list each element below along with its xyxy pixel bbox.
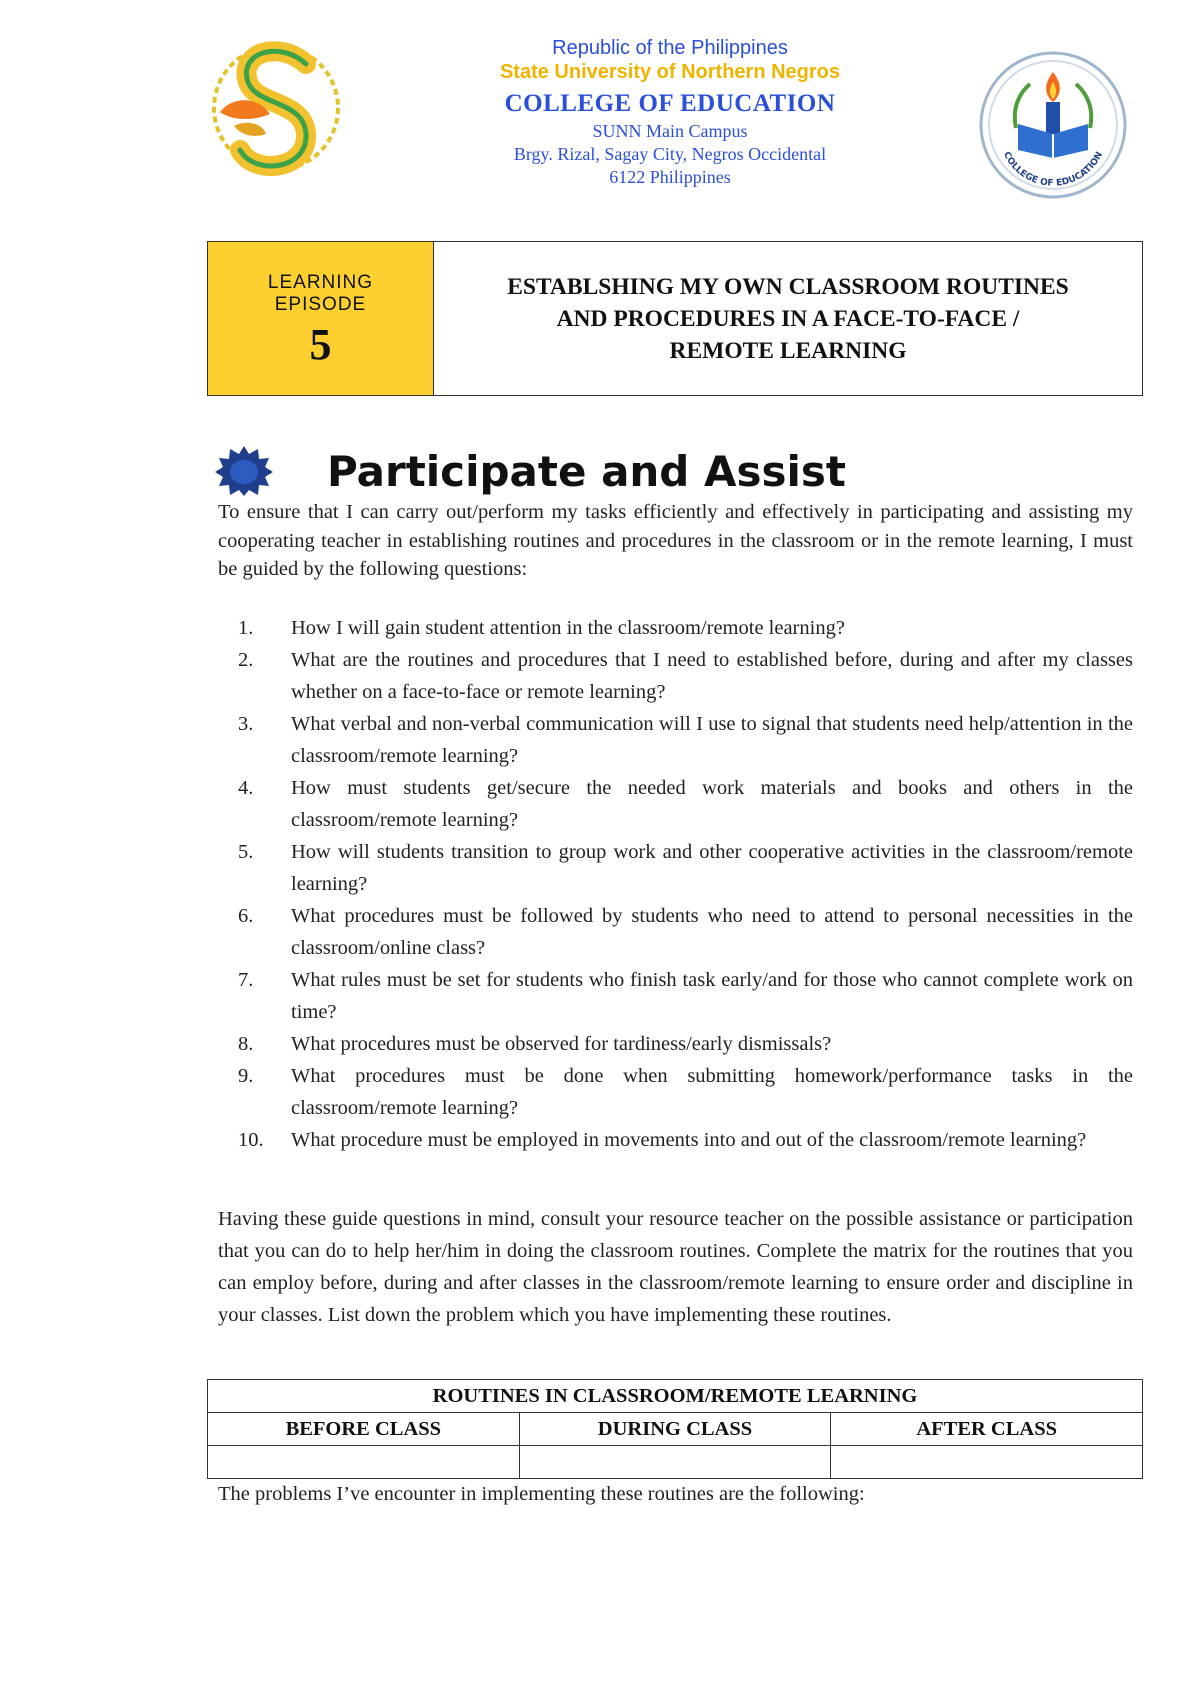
sunn-logo-icon [210,30,340,190]
question-number: 3. [238,713,254,735]
table-cell-during[interactable] [519,1446,831,1479]
list-item [218,1060,1133,1124]
question-number: 1. [238,617,254,639]
postal-line: 6122 Philippines [609,167,731,187]
list-item [218,612,1133,644]
seal-text: COLLEGE OF EDUCATION [1000,150,1106,189]
college-of-education-seal-icon [978,50,1128,200]
question-text: How will students transition to group work and other cooperative activities in the classroom/remote learning? [291,841,1133,895]
document-header [0,30,1200,200]
question-number: 10. [238,1129,264,1151]
table-row [208,1446,1143,1479]
question-number: 9. [238,1065,254,1087]
instruction-paragraph: Having these guide questions in mind, consult your resource teacher on the possible assistance or participation that you can do to help her/him in doing the classroom routines. Complete the matrix for the routines that you can employ before, during and after classes in the classroom/remote learning to ensure order and discipline in your classes. List down the problem which you have implementing these routines. [218,1208,1133,1326]
question-text: What procedures must be followed by students who need to attend to personal necessities in the classroom/online class? [291,905,1133,959]
question-number: 7. [238,969,254,991]
learning-episode-box [207,241,1143,396]
gear-badge-icon [215,444,273,496]
episode-title [507,271,1069,367]
list-item [218,1028,1133,1060]
column-header-before: BEFORE CLASS [208,1413,520,1446]
question-text: How I will gain student attention in the classroom/remote learning? [291,617,845,639]
question-number: 6. [238,905,254,927]
question-text: What verbal and non-verbal communication will I use to signal that students need help/attention in the classroom/remote learning? [291,713,1133,767]
university-name: State University of Northern Negros [499,61,841,83]
question-number: 5. [238,841,254,863]
section-heading [215,444,1115,504]
republic-line: Republic of the Philippines [552,37,788,59]
episode-title-line2: AND PROCEDURES IN A FACE-TO-FACE / [556,305,1020,332]
episode-number: 5 [309,320,332,369]
table-cell-after[interactable] [831,1446,1143,1479]
episode-title-line3: REMOTE LEARNING [669,337,907,364]
episode-number-panel [208,242,434,395]
column-header-after: AFTER CLASS [831,1413,1143,1446]
list-item [218,836,1133,900]
campus-line: SUNN Main Campus [592,121,748,141]
guide-questions-list [218,612,1133,1156]
list-item [218,964,1133,1028]
college-name: COLLEGE OF EDUCATION [504,90,836,117]
closing-sentence: The problems I’ve encounter in implementing these routines are the following: [218,1483,865,1505]
table-cell-before[interactable] [208,1446,520,1479]
intro-paragraph: To ensure that I can carry out/perform my tasks efficiently and effectively in participating and assisting my cooperating teacher in establishing routines and procedures in the classroom or in the remote learning, I must be guided by the following questions: [218,501,1133,580]
list-item [218,1124,1133,1156]
episode-title-line1: ESTABLSHING MY OWN CLASSROOM ROUTINES [507,273,1069,300]
routines-table [207,1379,1143,1479]
question-text: How must students get/secure the needed work materials and books and others in the classroom/remote learning? [291,777,1133,831]
question-text: What procedure must be employed in movements into and out of the classroom/remote learning? [291,1129,1087,1151]
episode-label-line1: LEARNING [267,272,374,293]
question-text: What rules must be set for students who finish task early/and for those who cannot complete work on time? [291,969,1133,1023]
list-item [218,900,1133,964]
episode-title-panel [434,242,1142,395]
episode-label-line2: EPISODE [274,294,367,315]
question-number: 2. [238,649,254,671]
section-title: Participate and Assist [327,447,846,496]
question-number: 8. [238,1033,254,1055]
list-item [218,708,1133,772]
question-number: 4. [238,777,254,799]
column-header-during: DURING CLASS [519,1413,831,1446]
table-title: ROUTINES IN CLASSROOM/REMOTE LEARNING [208,1380,1143,1413]
list-item [218,644,1133,708]
question-text: What are the routines and procedures that I need to established before, during and after my classes whether on a face-to-face or remote learning? [291,649,1133,703]
address-line: Brgy. Rizal, Sagay City, Negros Occidental [513,144,827,164]
list-item [218,772,1133,836]
question-text: What procedures must be observed for tardiness/early dismissals? [291,1033,832,1055]
question-text: What procedures must be done when submitting homework/performance tasks in the classroom/remote learning? [291,1065,1133,1119]
